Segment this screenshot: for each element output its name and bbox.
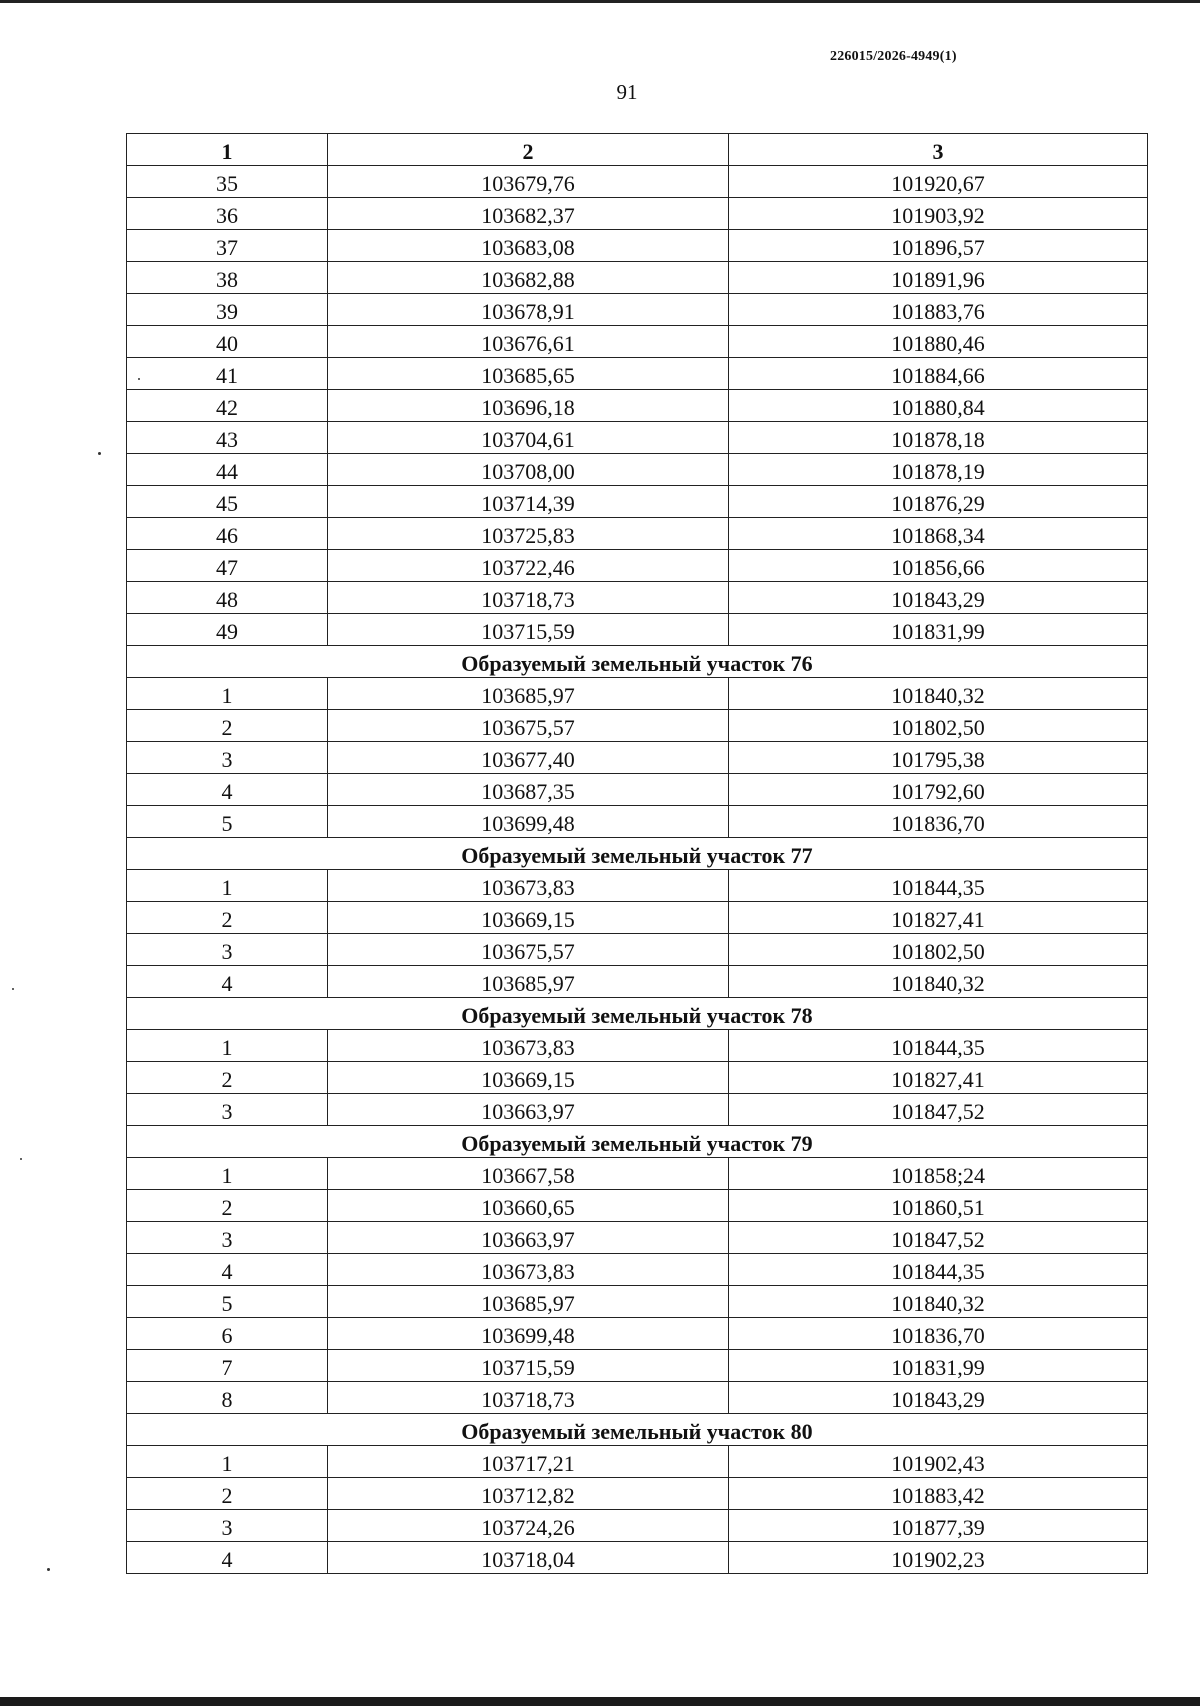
table-row (127, 518, 1148, 550)
table-row (127, 678, 1148, 710)
table-row (127, 1094, 1148, 1126)
y-coordinate-cell: 101858;24 (729, 1158, 1148, 1190)
table-row (127, 614, 1148, 646)
coordinates-table (126, 133, 1148, 1574)
x-coordinate-cell: 103718,73 (328, 1382, 729, 1414)
table-row (127, 1030, 1148, 1062)
point-number-cell: 3 (127, 742, 328, 774)
scan-speck (47, 1568, 50, 1571)
point-number-cell: 2 (127, 902, 328, 934)
section-title: Образуемый земельный участок 76 (127, 646, 1148, 678)
point-number-cell: 39 (127, 294, 328, 326)
table-row (127, 422, 1148, 454)
table-row (127, 1286, 1148, 1318)
y-coordinate-cell: 101840,32 (729, 678, 1148, 710)
point-number-cell: 44 (127, 454, 328, 486)
table-row (127, 934, 1148, 966)
y-coordinate-cell: 101883,76 (729, 294, 1148, 326)
table-row (127, 262, 1148, 294)
x-coordinate-cell: 103717,21 (328, 1446, 729, 1478)
table-row (127, 390, 1148, 422)
section-title: Образуемый земельный участок 78 (127, 998, 1148, 1030)
table-row (127, 454, 1148, 486)
y-coordinate-cell: 101840,32 (729, 1286, 1148, 1318)
table-row (127, 582, 1148, 614)
x-coordinate-cell: 103696,18 (328, 390, 729, 422)
table-row (127, 1478, 1148, 1510)
point-number-cell: 5 (127, 806, 328, 838)
point-number-cell: 3 (127, 1510, 328, 1542)
point-number-cell: 7 (127, 1350, 328, 1382)
point-number-cell: 1 (127, 1158, 328, 1190)
y-coordinate-cell: 101827,41 (729, 1062, 1148, 1094)
point-number-cell: 43 (127, 422, 328, 454)
x-coordinate-cell: 103722,46 (328, 550, 729, 582)
table-row (127, 1190, 1148, 1222)
point-number-cell: 38 (127, 262, 328, 294)
table-row (127, 486, 1148, 518)
section-row (127, 1126, 1148, 1158)
y-coordinate-cell: 101802,50 (729, 934, 1148, 966)
y-coordinate-cell: 101891,96 (729, 262, 1148, 294)
x-coordinate-cell: 103704,61 (328, 422, 729, 454)
x-coordinate-cell: 103675,57 (328, 934, 729, 966)
y-coordinate-cell: 101903,92 (729, 198, 1148, 230)
y-coordinate-cell: 101878,19 (729, 454, 1148, 486)
y-coordinate-cell: 101847,52 (729, 1094, 1148, 1126)
x-coordinate-cell: 103685,97 (328, 678, 729, 710)
point-number-cell: 3 (127, 1094, 328, 1126)
y-coordinate-cell: 101831,99 (729, 1350, 1148, 1382)
x-coordinate-cell: 103718,73 (328, 582, 729, 614)
x-coordinate-cell: 103715,59 (328, 1350, 729, 1382)
table-row (127, 806, 1148, 838)
x-coordinate-cell: 103660,65 (328, 1190, 729, 1222)
section-title: Образуемый земельный участок 79 (127, 1126, 1148, 1158)
point-number-cell: 2 (127, 1062, 328, 1094)
point-number-cell: 37 (127, 230, 328, 262)
y-coordinate-cell: 101860,51 (729, 1190, 1148, 1222)
x-coordinate-cell: 103683,08 (328, 230, 729, 262)
point-number-cell: 35 (127, 166, 328, 198)
table-row (127, 742, 1148, 774)
point-number-cell: 46 (127, 518, 328, 550)
page-number: 91 (616, 80, 638, 104)
point-number-cell: 36 (127, 198, 328, 230)
header-row (127, 134, 1148, 166)
x-coordinate-cell: 103673,83 (328, 1030, 729, 1062)
table-row (127, 1254, 1148, 1286)
y-coordinate-cell: 101802,50 (729, 710, 1148, 742)
x-coordinate-cell: 103669,15 (328, 902, 729, 934)
table-row (127, 902, 1148, 934)
section-row (127, 1414, 1148, 1446)
section-title: Образуемый земельный участок 80 (127, 1414, 1148, 1446)
table-row (127, 1062, 1148, 1094)
table-row (127, 230, 1148, 262)
point-number-cell: 6 (127, 1318, 328, 1350)
x-coordinate-cell: 103678,91 (328, 294, 729, 326)
table-row (127, 294, 1148, 326)
table-row (127, 550, 1148, 582)
x-coordinate-cell: 103673,83 (328, 870, 729, 902)
y-coordinate-cell: 101856,66 (729, 550, 1148, 582)
section-row (127, 998, 1148, 1030)
point-number-cell: 1 (127, 870, 328, 902)
x-coordinate-cell: 103663,97 (328, 1222, 729, 1254)
y-coordinate-cell: 101868,34 (729, 518, 1148, 550)
scan-speck (20, 1158, 22, 1160)
section-row (127, 646, 1148, 678)
point-number-cell: 4 (127, 1542, 328, 1574)
y-coordinate-cell: 101884,66 (729, 358, 1148, 390)
y-coordinate-cell: 101896,57 (729, 230, 1148, 262)
x-coordinate-cell: 103725,83 (328, 518, 729, 550)
document-number: 226015/2026-4949(1) (830, 49, 957, 64)
point-number-cell: 1 (127, 1446, 328, 1478)
point-number-cell: 2 (127, 1190, 328, 1222)
y-coordinate-cell: 101920,67 (729, 166, 1148, 198)
y-coordinate-cell: 101883,42 (729, 1478, 1148, 1510)
table-row (127, 774, 1148, 806)
point-number-cell: 5 (127, 1286, 328, 1318)
point-number-cell: 3 (127, 1222, 328, 1254)
x-coordinate-cell: 103682,37 (328, 198, 729, 230)
x-coordinate-cell: 103685,65 (328, 358, 729, 390)
x-coordinate-cell: 103675,57 (328, 710, 729, 742)
y-coordinate-cell: 101792,60 (729, 774, 1148, 806)
y-coordinate-cell: 101827,41 (729, 902, 1148, 934)
table-row (127, 1510, 1148, 1542)
x-coordinate-cell: 103699,48 (328, 806, 729, 838)
scan-speck (98, 452, 101, 455)
scan-bottom-edge (0, 1697, 1200, 1706)
x-coordinate-cell: 103715,59 (328, 614, 729, 646)
y-coordinate-cell: 101877,39 (729, 1510, 1148, 1542)
point-number-cell: 48 (127, 582, 328, 614)
point-number-cell: 1 (127, 1030, 328, 1062)
table-row (127, 1446, 1148, 1478)
y-coordinate-cell: 101880,84 (729, 390, 1148, 422)
x-coordinate-cell: 103708,00 (328, 454, 729, 486)
x-coordinate-cell: 103685,97 (328, 1286, 729, 1318)
y-coordinate-cell: 101843,29 (729, 1382, 1148, 1414)
x-coordinate-cell: 103667,58 (328, 1158, 729, 1190)
y-coordinate-cell: 101836,70 (729, 1318, 1148, 1350)
x-coordinate-cell: 103679,76 (328, 166, 729, 198)
point-number-cell: 41 (127, 358, 328, 390)
y-coordinate-cell: 101844,35 (729, 1030, 1148, 1062)
table-row (127, 358, 1148, 390)
point-number-cell: 1 (127, 678, 328, 710)
y-coordinate-cell: 101843,29 (729, 582, 1148, 614)
column-header-2: 2 (328, 134, 729, 166)
table-row (127, 198, 1148, 230)
point-number-cell: 4 (127, 1254, 328, 1286)
table-row (127, 326, 1148, 358)
table-row (127, 966, 1148, 998)
point-number-cell: 42 (127, 390, 328, 422)
x-coordinate-cell: 103699,48 (328, 1318, 729, 1350)
y-coordinate-cell: 101840,32 (729, 966, 1148, 998)
y-coordinate-cell: 101844,35 (729, 1254, 1148, 1286)
point-number-cell: 47 (127, 550, 328, 582)
table-row (127, 870, 1148, 902)
point-number-cell: 40 (127, 326, 328, 358)
x-coordinate-cell: 103712,82 (328, 1478, 729, 1510)
table-row (127, 1158, 1148, 1190)
y-coordinate-cell: 101831,99 (729, 614, 1148, 646)
table-row (127, 1542, 1148, 1574)
table-row (127, 166, 1148, 198)
table-header (127, 134, 1148, 166)
table-body (127, 166, 1148, 1574)
point-number-cell: 3 (127, 934, 328, 966)
x-coordinate-cell: 103663,97 (328, 1094, 729, 1126)
y-coordinate-cell: 101878,18 (729, 422, 1148, 454)
x-coordinate-cell: 103677,40 (328, 742, 729, 774)
x-coordinate-cell: 103714,39 (328, 486, 729, 518)
x-coordinate-cell: 103724,26 (328, 1510, 729, 1542)
y-coordinate-cell: 101902,43 (729, 1446, 1148, 1478)
y-coordinate-cell: 101844,35 (729, 870, 1148, 902)
section-row (127, 838, 1148, 870)
x-coordinate-cell: 103676,61 (328, 326, 729, 358)
scan-speck (138, 378, 140, 380)
point-number-cell: 4 (127, 774, 328, 806)
point-number-cell: 45 (127, 486, 328, 518)
x-coordinate-cell: 103718,04 (328, 1542, 729, 1574)
x-coordinate-cell: 103673,83 (328, 1254, 729, 1286)
point-number-cell: 2 (127, 710, 328, 742)
table-row (127, 1350, 1148, 1382)
section-title: Образуемый земельный участок 77 (127, 838, 1148, 870)
y-coordinate-cell: 101876,29 (729, 486, 1148, 518)
x-coordinate-cell: 103669,15 (328, 1062, 729, 1094)
point-number-cell: 4 (127, 966, 328, 998)
scan-speck (12, 988, 14, 990)
scan-top-edge (0, 0, 1200, 3)
table-row (127, 710, 1148, 742)
point-number-cell: 8 (127, 1382, 328, 1414)
y-coordinate-cell: 101902,23 (729, 1542, 1148, 1574)
table-row (127, 1318, 1148, 1350)
point-number-cell: 2 (127, 1478, 328, 1510)
y-coordinate-cell: 101847,52 (729, 1222, 1148, 1254)
table-row (127, 1382, 1148, 1414)
column-header-3: 3 (729, 134, 1148, 166)
y-coordinate-cell: 101795,38 (729, 742, 1148, 774)
point-number-cell: 49 (127, 614, 328, 646)
y-coordinate-cell: 101880,46 (729, 326, 1148, 358)
table-row (127, 1222, 1148, 1254)
x-coordinate-cell: 103682,88 (328, 262, 729, 294)
x-coordinate-cell: 103687,35 (328, 774, 729, 806)
column-header-1: 1 (127, 134, 328, 166)
x-coordinate-cell: 103685,97 (328, 966, 729, 998)
y-coordinate-cell: 101836,70 (729, 806, 1148, 838)
